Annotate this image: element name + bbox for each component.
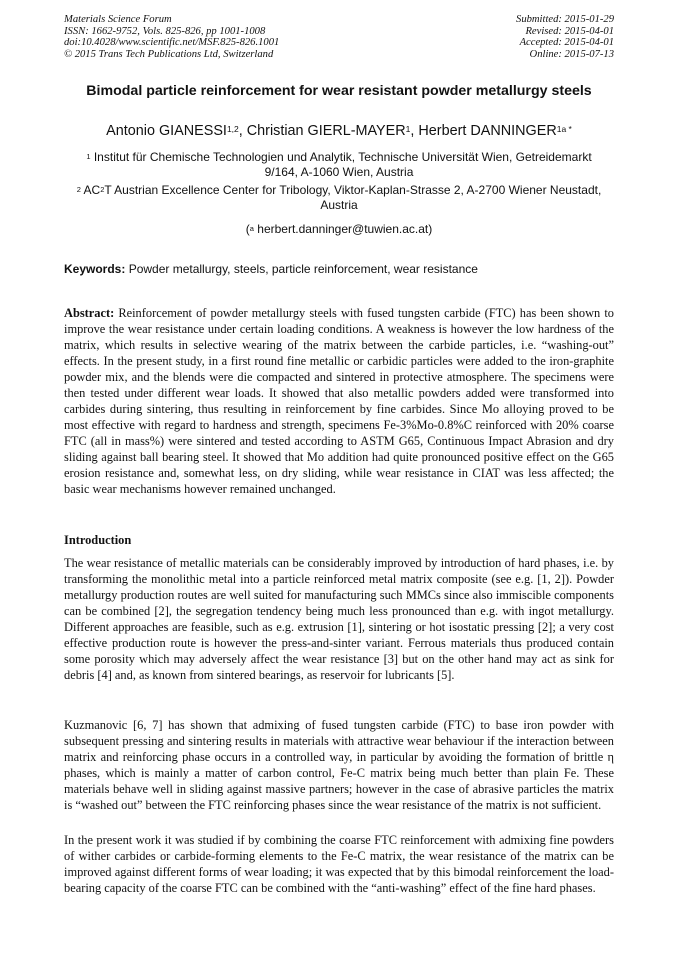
affiliation-number: 2	[76, 185, 81, 194]
online-date: Online: 2015-07-13	[529, 48, 614, 60]
copyright-line: © 2015 Trans Tech Publications Ltd, Switzerland	[64, 48, 274, 60]
keywords	[64, 262, 614, 277]
affiliation-number: 1	[86, 152, 91, 161]
intro-paragraph-2: Kuzmanovic [6, 7] has shown that admixing of fused tungsten carbide (FTC) to base iron powder with subsequent pressing and sintering results in materials with attractive wear behaviour if the interaction between matrix and reinforcing phase occurs in a controlled way, in particular by avoiding the formation of brittle η phases, which is mainly a matter of carbon control, Fe-C matrix being much better than plain Fe. These materials behave well in sliding against massive partners; however in the case of abrasive particles the matrix is “washed out” between the FTC reinforcing phases since the wear resistance of the matrix is not sufficient.	[64, 718, 614, 812]
abstract-text: Reinforcement of powder metallurgy steels with fused tungsten carbide (FTC) has been shown to improve the wear resistance under certain loading conditions. A weakness is however the low hardness of the matrix, which results in selective wearing of the matrix between the carbide particles, i.e. “washing-out” effects. In the present study, in a first round fine metallic or carbidic particles were added to the iron-graphite powder mix, and the blends were die compacted and sintered in protective atmosphere. The specimens were then tested under different wear loads. It showed that also metallic powders added were transformed into carbides during sintering, thus resulting in reinforcement by fine carbides. Since Mo alloying proved to be most effective with regard to hardness and strength, specimens Fe-3%Mo-0.8%C reinforced with 20% coarse FTC (all in mass%) were sintered and tested according to ASTM G65, Continuous Impact Abrasion and dry sliding against ball bearing steel. It showed that Mo addition had quite pronounced positive effect on the G65 erosion resistance and, somewhat less, on dry sliding, while wear resistance in CIAT was less affected; the basic wear mechanisms however remained unchanged.	[64, 306, 614, 496]
doi-line: doi:10.4028/www.scientific.net/MSF.825-826.1001	[64, 37, 280, 49]
keywords-text: Powder metallurgy, steels, particle reinforcement, wear resistance	[125, 262, 478, 276]
author-affiliation-mark: 1a *	[556, 124, 572, 134]
affiliation-text: T Austrian Excellence Center for Tribology, Viktor-Kaplan-Strasse 2, A-2700 Wiener Neustadt, Austria	[104, 183, 602, 212]
journal-info	[64, 14, 279, 60]
affiliation-2	[70, 183, 608, 213]
intro-paragraph-1: The wear resistance of metallic materials can be considerably improved by introduction of hard phases, i.e. by transforming the monolithic metal into a particle reinforced metal matrix composite (see e.g. [1, 2]). Powder metallurgy production routes are well suited for manufacturing such MMCs since also immiscible components can be combined [2], the segregation tendency being much less pronounced than e.g. with ingot metallurgy. Different approaches are feasible, such as e.g. extrusion [1], sintering or hot isostatic pressing [2]; a very cost effective production route is however the press-and-sinter variant. Ferrous materials thus produced contain some porosity which may adversely affect the wear resistance [3] but on the other hand may act as sink for debris [4] and, as known from sintered bearings, as reservoir for lubricants [5].	[64, 556, 614, 682]
author-name: Herbert DANNINGER	[418, 123, 557, 139]
author-affiliation-mark: 1,2	[226, 124, 239, 134]
abstract-label: Abstract:	[64, 306, 115, 320]
email-mark: a	[249, 224, 254, 233]
keywords-label: Keywords:	[64, 262, 126, 276]
journal-name: Materials Science Forum	[64, 14, 172, 25]
affiliation-prefix: AC	[80, 183, 101, 197]
introduction-heading: Introduction	[64, 533, 132, 547]
submission-dates	[516, 14, 614, 60]
submitted-date: Submitted: 2015-01-29	[516, 14, 614, 25]
author-list	[44, 122, 634, 140]
issn-line: ISSN: 1662-9752, Vols. 825-826, pp 1001-1008	[64, 25, 266, 37]
revised-date: Revised: 2015-04-01	[525, 25, 614, 37]
email-open: (	[245, 222, 250, 236]
affiliation-text: Institut für Chemische Technologien und Analytik, Technische Universität Wien, Getreidemarkt 9/164, A-1060 Wien, Austria	[90, 150, 592, 179]
accepted-date: Accepted: 2015-04-01	[519, 37, 614, 49]
author-affiliation-mark: 1	[405, 124, 411, 134]
affiliation-superscript: 2	[100, 185, 105, 194]
email-text: herbert.danninger@tuwien.ac.at)	[253, 222, 433, 236]
abstract	[64, 305, 614, 497]
intro-paragraph-3: In the present work it was studied if by combining the coarse FTC reinforcement with admixing fine powders of wither carbides or carbide-forming elements to the Fe-C matrix, the wear resistance of the matrix can be improved against different forms of wear loading; it was expected that by this bimodal reinforcement the load-bearing capacity of the coarse FTC can be combined with the “anti-washing” effect of the fine hard phases.	[64, 833, 614, 895]
affiliation-1	[70, 150, 608, 180]
author-name: Antonio GIANESSI	[106, 123, 227, 139]
paper-title: Bimodal particle reinforcement for wear resistant powder metallurgy steels	[86, 83, 592, 99]
author-name: Christian GIERL-MAYER	[246, 123, 406, 139]
author-separator: ,	[410, 123, 419, 139]
corresponding-email	[70, 222, 608, 237]
author-separator: ,	[238, 123, 247, 139]
